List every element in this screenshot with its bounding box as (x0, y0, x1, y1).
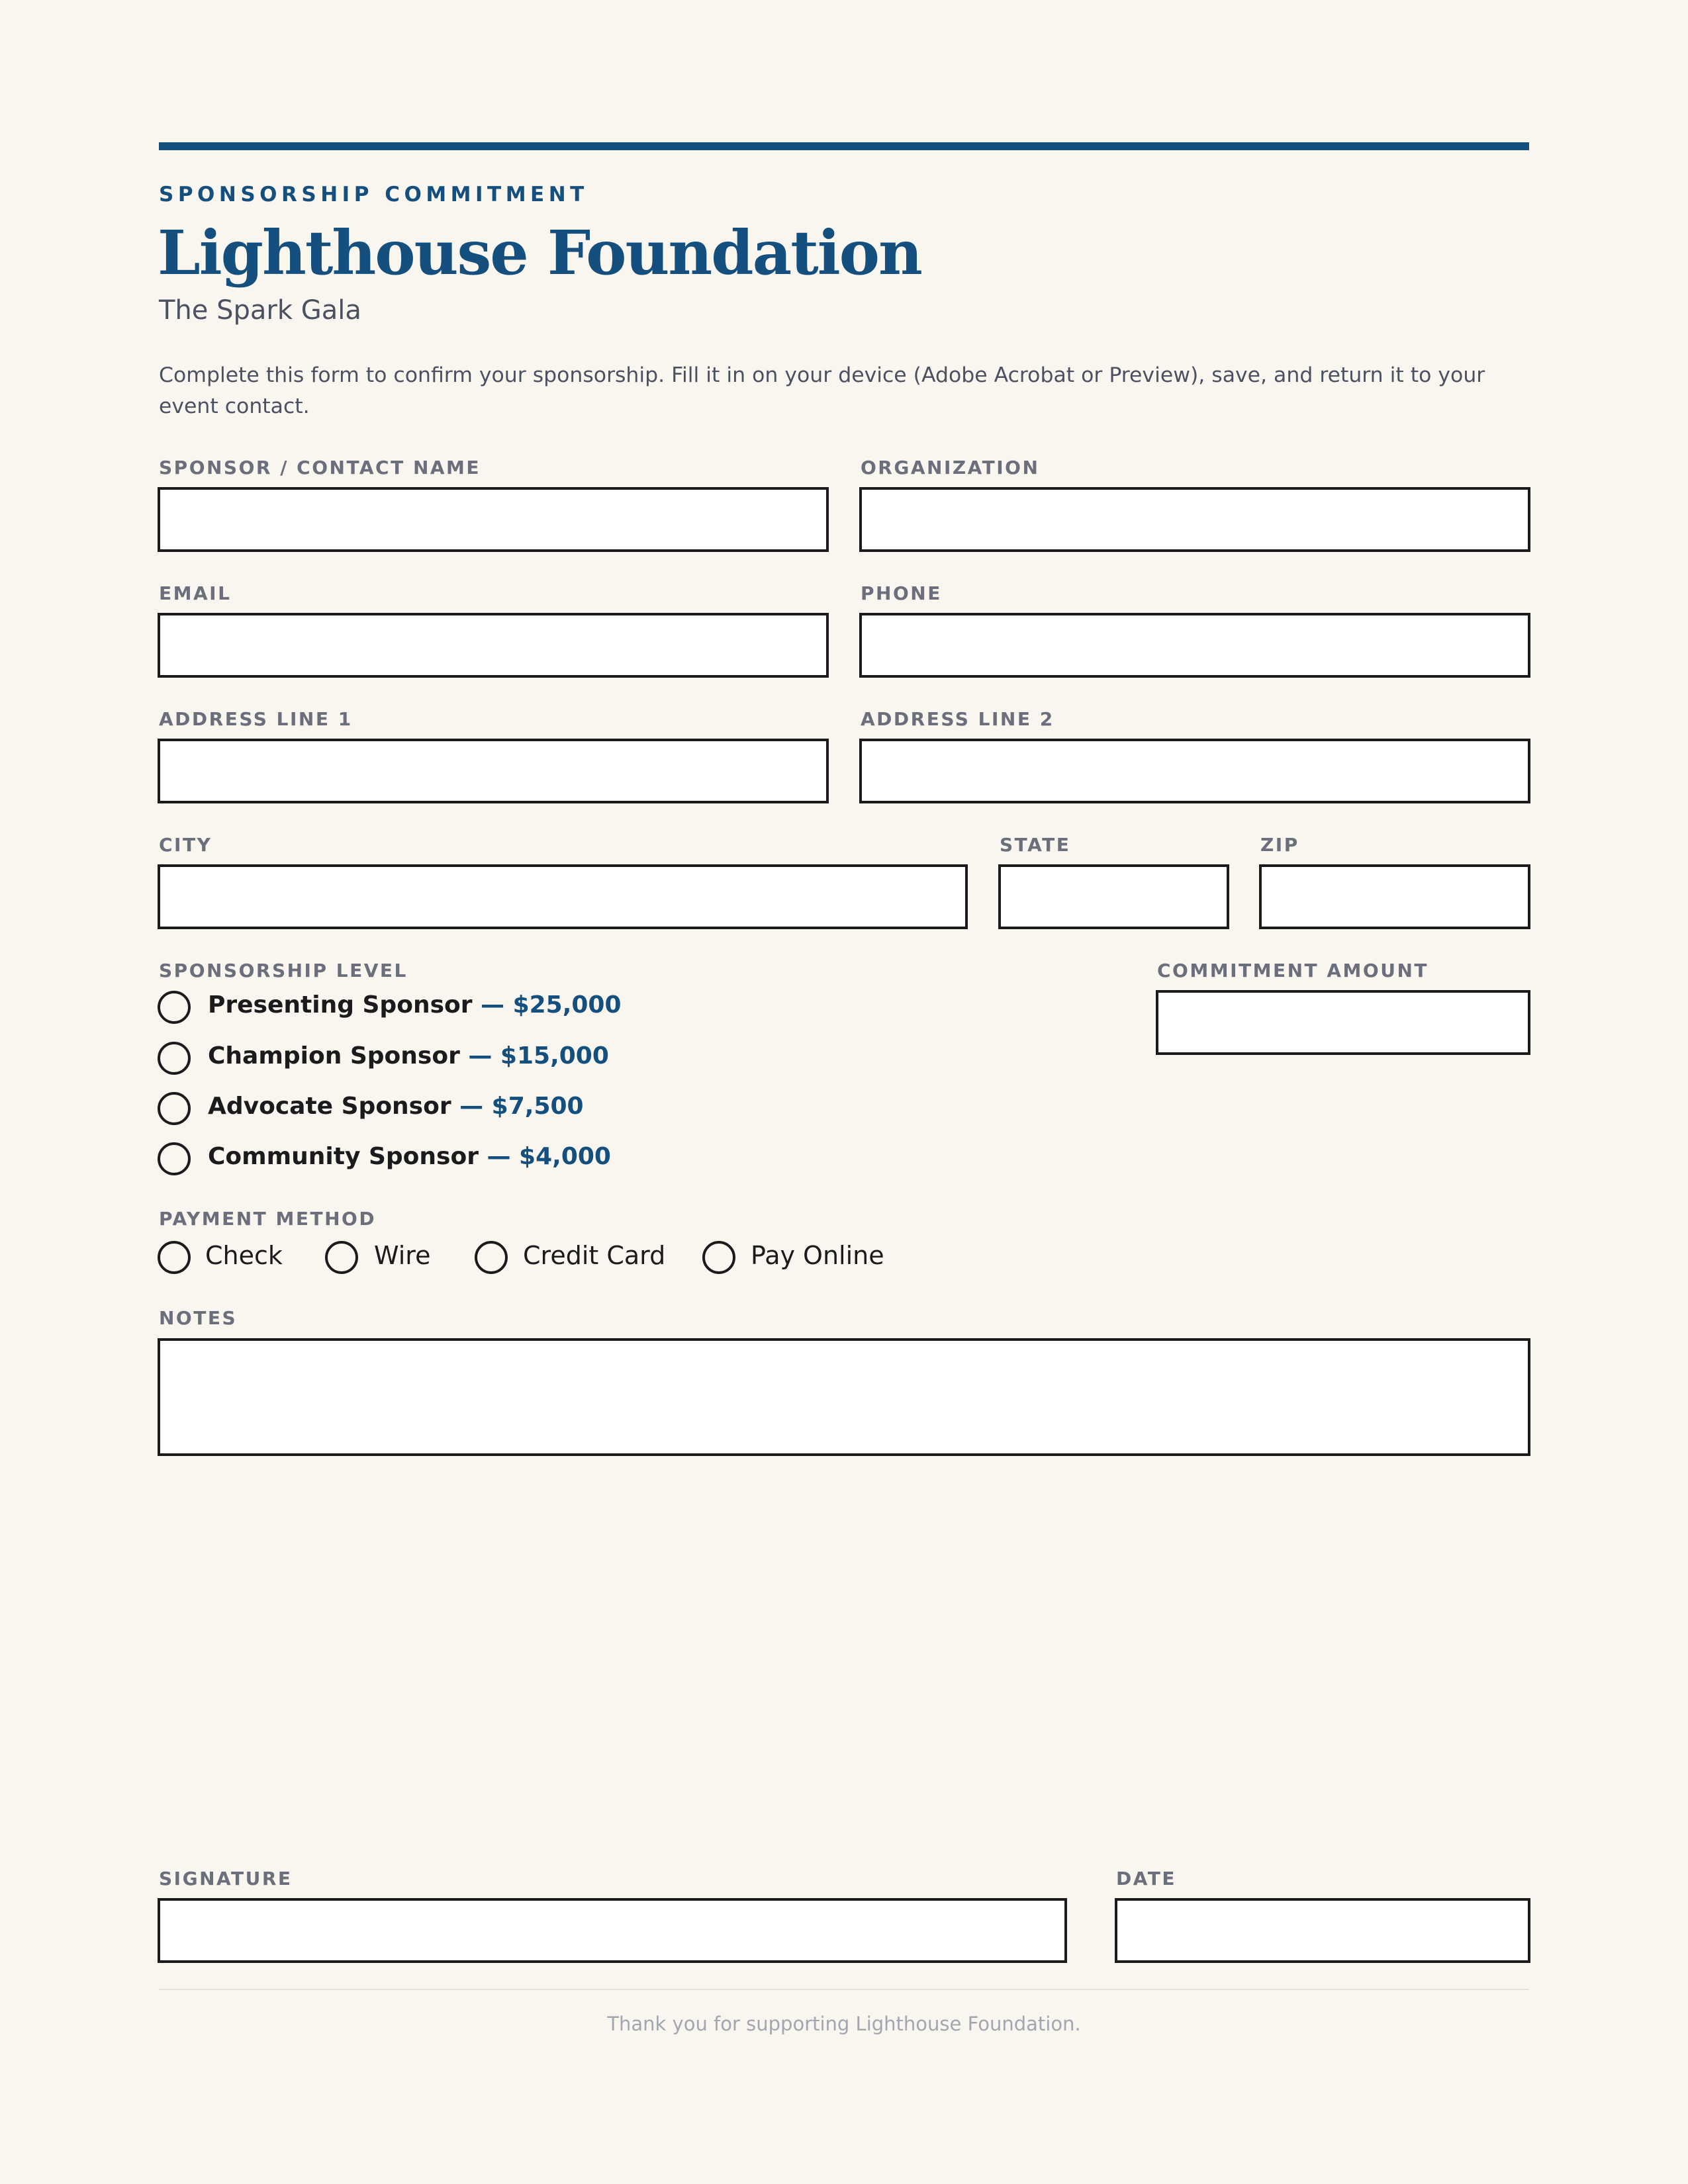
phone-label: PHONE (861, 582, 942, 604)
city-field[interactable] (158, 864, 968, 929)
zip-label: ZIP (1260, 834, 1299, 856)
advocate-sponsor-radio[interactable] (158, 1092, 191, 1125)
notes-field[interactable] (158, 1338, 1530, 1456)
footer-divider (159, 1989, 1529, 1990)
date-field[interactable] (1115, 1898, 1530, 1963)
presenting-sponsor-radio[interactable] (158, 991, 191, 1024)
phone-field[interactable] (859, 613, 1530, 678)
address-line-1-label: ADDRESS LINE 1 (159, 708, 353, 730)
pay-online-radio[interactable] (702, 1241, 735, 1274)
check-radio[interactable] (158, 1241, 191, 1274)
credit-card-radio[interactable] (475, 1241, 508, 1274)
zip-field[interactable] (1259, 864, 1530, 929)
organization-label: ORGANIZATION (861, 457, 1040, 478)
form-eyebrow: SPONSORSHIP COMMITMENT (159, 183, 588, 206)
sponsorship-level-label: SPONSORSHIP LEVEL (159, 960, 408, 981)
pay-online-option-label: Pay Online (751, 1241, 884, 1270)
wire-radio[interactable] (325, 1241, 358, 1274)
commitment-amount-label: COMMITMENT AMOUNT (1157, 960, 1429, 981)
advocate-sponsor-option: Advocate Sponsor — $7,500 (208, 1093, 584, 1120)
email-label: EMAIL (159, 582, 232, 604)
address-line-2-field[interactable] (859, 739, 1530, 803)
signature-field[interactable] (158, 1898, 1067, 1963)
state-label: STATE (1000, 834, 1071, 856)
wire-option-label: Wire (374, 1241, 431, 1270)
footer-thank-you: Thank you for supporting Lighthouse Foundation. (607, 2013, 1081, 2035)
notes-label: NOTES (159, 1307, 238, 1329)
champion-sponsor-option: Champion Sponsor — $15,000 (208, 1042, 609, 1069)
community-sponsor-radio[interactable] (158, 1142, 191, 1175)
organization-field[interactable] (859, 487, 1530, 552)
contact-name-label: SPONSOR / CONTACT NAME (159, 457, 481, 478)
credit-card-option-label: Credit Card (523, 1241, 666, 1270)
champion-sponsor-radio[interactable] (158, 1042, 191, 1075)
form-instructions: Complete this form to confirm your sponsorship. Fill it in on your device (Adobe Acrobat or Preview), save, and return it to your event contact. (159, 363, 1485, 418)
event-subtitle: The Spark Gala (159, 295, 361, 326)
header-accent-rule (159, 142, 1529, 150)
contact-name-field[interactable] (158, 487, 829, 552)
city-label: CITY (159, 834, 212, 856)
commitment-amount-field[interactable] (1156, 990, 1530, 1055)
signature-label: SIGNATURE (159, 1868, 293, 1889)
payment-method-label: PAYMENT METHOD (159, 1208, 377, 1230)
check-option-label: Check (205, 1241, 283, 1270)
email-field[interactable] (158, 613, 829, 678)
date-label: DATE (1116, 1868, 1176, 1889)
presenting-sponsor-option: Presenting Sponsor — $25,000 (208, 991, 622, 1019)
address-line-2-label: ADDRESS LINE 2 (861, 708, 1055, 730)
organization-title: Lighthouse Foundation (158, 217, 921, 289)
state-field[interactable] (998, 864, 1229, 929)
community-sponsor-option: Community Sponsor — $4,000 (208, 1143, 611, 1170)
address-line-1-field[interactable] (158, 739, 829, 803)
